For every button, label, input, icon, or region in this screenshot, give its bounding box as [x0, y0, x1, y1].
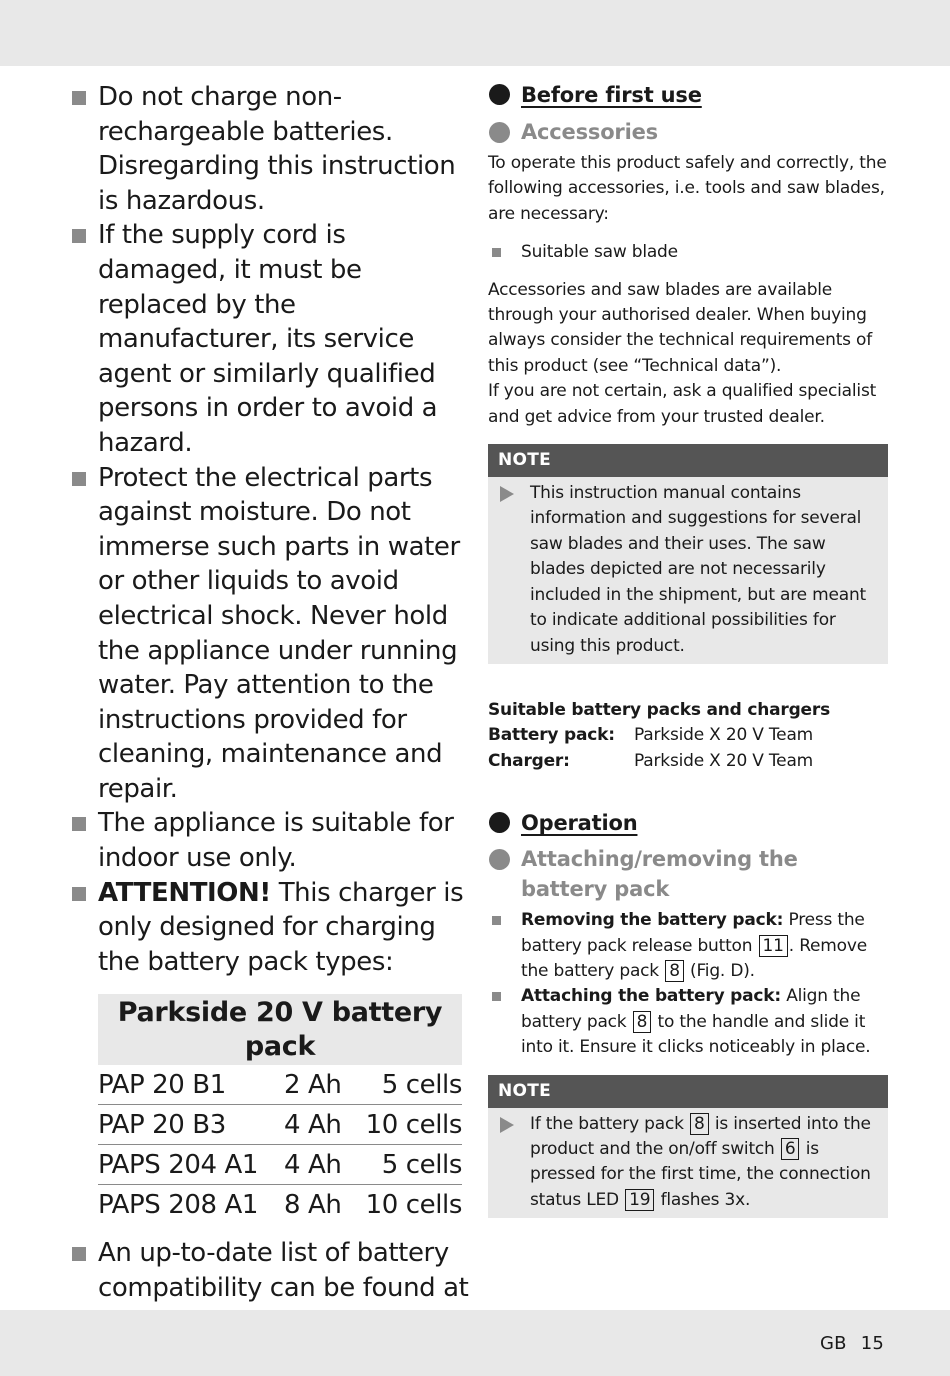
table-row — [98, 1145, 462, 1185]
battery-capacity: 4 Ah — [284, 1150, 342, 1181]
grey-dot-icon — [489, 849, 510, 870]
battery-model: PAP 20 B1 — [98, 1070, 226, 1101]
subsection-title: Attaching/removing the battery pack — [521, 847, 798, 902]
reference-number: 8 — [690, 1113, 709, 1135]
battery-cells: 5 cells — [381, 1150, 462, 1181]
table-row — [98, 1065, 462, 1105]
square-bullet-icon — [72, 1247, 86, 1261]
spec-label: Battery pack: — [488, 725, 615, 746]
step-text: to the handle and slide it into it. Ensure it clicks noticeably in place. — [521, 1011, 871, 1058]
square-bullet-icon — [72, 817, 86, 831]
battery-cells: 10 cells — [365, 1190, 462, 1221]
section-heading — [488, 808, 888, 838]
section-title: Operation — [521, 811, 638, 836]
attention-item — [70, 876, 470, 980]
page-footer — [820, 1333, 884, 1354]
spec-label: Charger: — [488, 750, 570, 771]
square-bullet-icon — [72, 887, 86, 901]
paragraph: If you are not certain, ask a qualified specialist and get advice from your trusted dealer. — [488, 381, 877, 427]
table-row — [98, 1185, 462, 1225]
battery-pack-table — [98, 994, 462, 1225]
list-item-text: Suitable saw blade — [521, 242, 678, 263]
battery-model: PAPS 208 A1 — [98, 1190, 259, 1221]
list-item-text: An up-to-date list of battery compatibility can be found at — [98, 1238, 469, 1304]
battery-cells: 10 cells — [365, 1110, 462, 1141]
note-label: NOTE — [488, 1075, 888, 1108]
square-bullet-icon — [72, 229, 86, 243]
table-row — [98, 1105, 462, 1145]
battery-capacity: 4 Ah — [284, 1110, 342, 1141]
black-dot-icon — [489, 812, 510, 833]
note-body — [488, 477, 888, 664]
list-item — [488, 908, 888, 984]
battery-capacity: 2 Ah — [284, 1070, 342, 1101]
list-item — [488, 984, 888, 1060]
attention-text: This charger is only designed for charging the battery pack types: — [98, 877, 464, 977]
spec-value: Parkside X 20 V Team — [634, 750, 814, 771]
reference-number: 8 — [633, 1011, 652, 1033]
list-item — [70, 80, 470, 218]
left-column — [70, 80, 470, 1340]
battery-model: PAP 20 B3 — [98, 1110, 226, 1141]
list-item — [70, 806, 470, 875]
battery-steps-list — [488, 908, 888, 1060]
square-bullet-icon — [492, 248, 501, 257]
spec-row — [488, 749, 888, 774]
arrow-right-icon — [500, 1117, 514, 1133]
header-band — [0, 0, 950, 66]
square-bullet-icon — [72, 91, 86, 105]
battery-packs-title: Suitable battery packs and chargers — [488, 699, 830, 720]
page-number: 15 — [860, 1333, 884, 1354]
battery-table-heading: Parkside 20 V battery pack — [98, 994, 462, 1065]
square-bullet-icon — [72, 472, 86, 486]
list-item-text: Do not charge non-rechargeable batteries. Disregarding this instruction is hazardous. — [98, 82, 456, 216]
arrow-right-icon — [500, 486, 514, 502]
note-text: flashes 3x. — [660, 1189, 751, 1210]
note-text: This instruction manual contains information and suggestions for several saw blades and their uses. The saw blades depicted are not necessarily included in the shipment, but are meant to indicate additional possibilities for using this product. — [530, 483, 867, 656]
step-text: . Remove the battery pack — [521, 935, 867, 981]
step-text: Press the battery pack release button — [521, 910, 865, 956]
step-text: Align the battery pack — [521, 986, 861, 1032]
reference-number: 6 — [781, 1138, 800, 1160]
paragraph: To operate this product safely and correctly, the following accessories, i.e. tools and saw blades, are necessary: — [488, 153, 887, 224]
subsection-title: Accessories — [521, 120, 658, 144]
step-label: Attaching the battery pack: — [521, 986, 781, 1007]
black-dot-icon — [489, 84, 510, 105]
reference-number: 8 — [665, 960, 684, 982]
battery-model: PAPS 204 A1 — [98, 1150, 259, 1181]
subsection-heading — [488, 117, 888, 147]
list-item — [488, 240, 888, 265]
note-text: If the battery pack — [530, 1113, 684, 1134]
step-label: Removing the battery pack: — [521, 910, 784, 931]
note-text: is pressed for the first time, the connection status LED — [530, 1138, 871, 1210]
battery-cells: 5 cells — [381, 1070, 462, 1101]
note-text: is inserted into the product and the on/off switch — [530, 1113, 871, 1159]
reference-number: 19 — [625, 1189, 654, 1211]
square-bullet-icon — [492, 992, 501, 1001]
list-item-text: The appliance is suitable for indoor use only. — [98, 808, 454, 874]
attention-label: ATTENTION! — [98, 877, 271, 908]
section-heading — [488, 80, 888, 110]
footer-band — [0, 1310, 950, 1376]
battery-capacity: 8 Ah — [284, 1190, 342, 1221]
reference-number: 11 — [759, 935, 788, 957]
subsection-heading — [488, 844, 888, 904]
note-label: NOTE — [488, 444, 888, 477]
safety-list — [70, 80, 470, 979]
paragraph: Accessories and saw blades are available through your authorised dealer. When buying always consider the technical requirements of this product (see “Technical data”). — [488, 279, 873, 376]
list-item-text: If the supply cord is damaged, it must be replaced by the manufacturer, its service agent or similarly qualified persons in order to avoid a hazard. — [98, 220, 438, 458]
list-item — [70, 218, 470, 460]
spec-value: Parkside X 20 V Team — [634, 725, 814, 746]
list-item-text: Protect the electrical parts against moisture. Do not immerse such parts in water or other liquids to avoid electrical shock. Never hold the appliance under running water. Pay attention to the instructions provided for cleaning, maintenance and repair. — [98, 462, 460, 804]
step-text: (Fig. D). — [690, 960, 755, 981]
right-column — [488, 80, 888, 1218]
square-bullet-icon — [492, 916, 501, 925]
note-body — [488, 1108, 888, 1219]
note-box — [488, 444, 888, 664]
section-title: Before first use — [521, 83, 702, 107]
list-item — [70, 461, 470, 807]
language-code: GB — [819, 1333, 847, 1354]
accessory-list — [488, 240, 888, 265]
grey-dot-icon — [489, 122, 510, 143]
spec-row — [488, 723, 888, 748]
note-box — [488, 1075, 888, 1219]
